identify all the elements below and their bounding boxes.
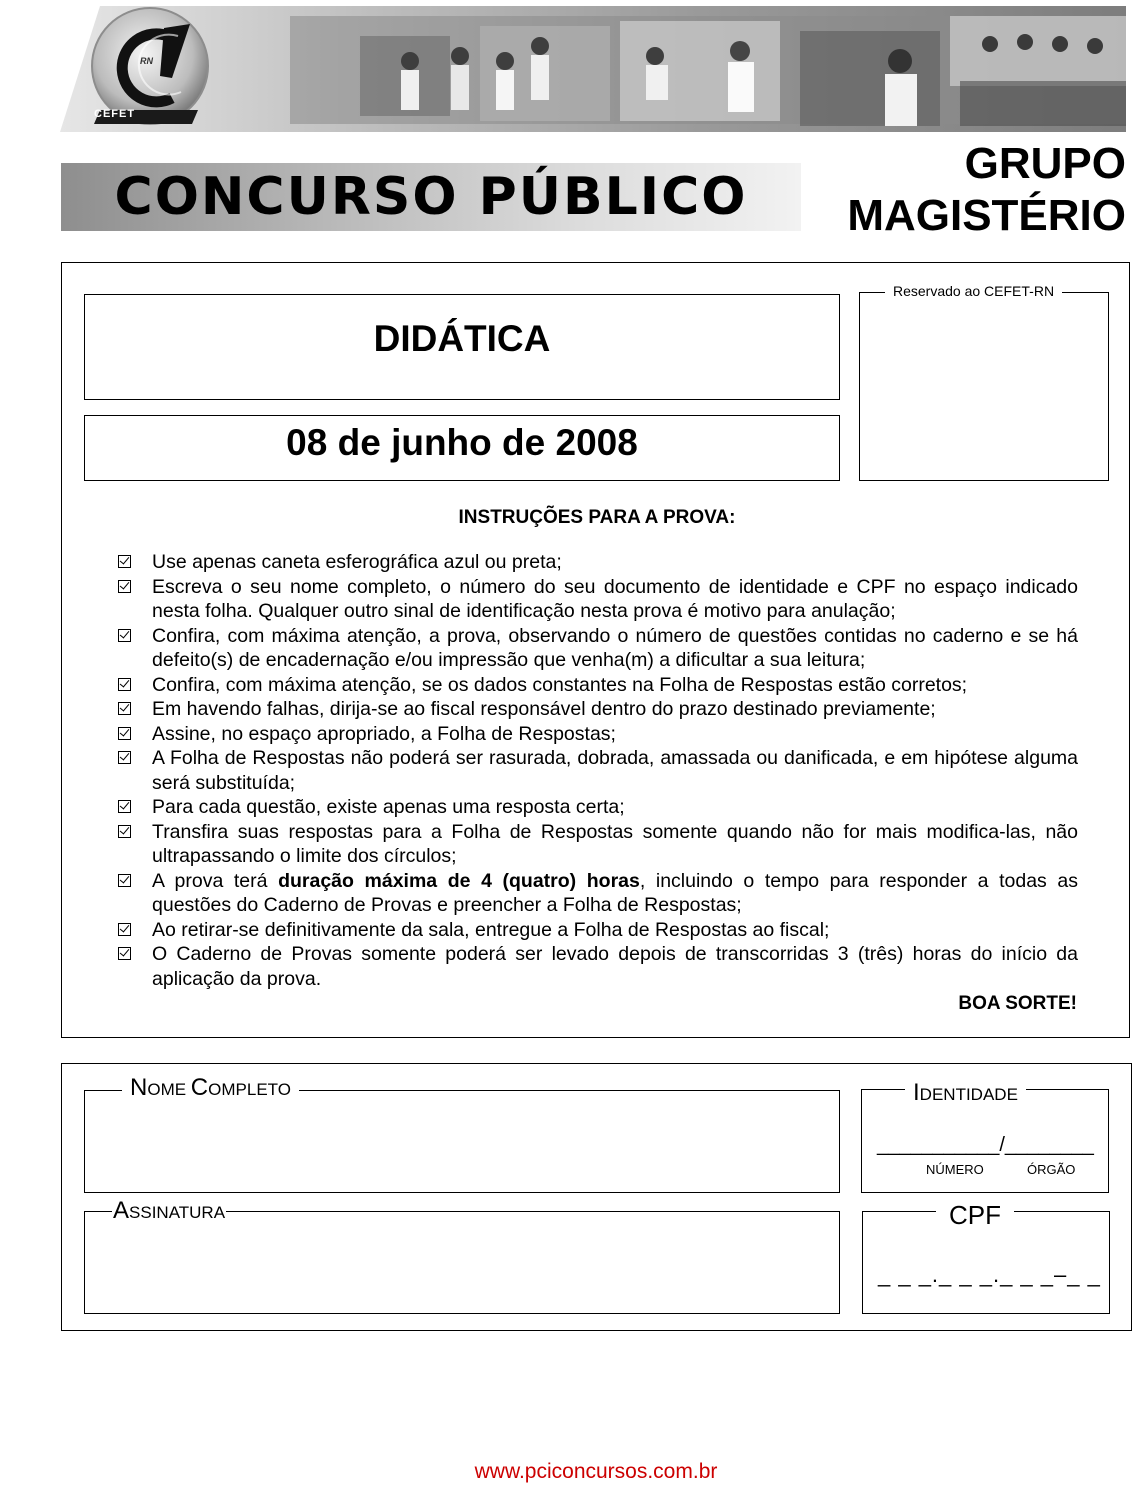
label-cap: N xyxy=(130,1074,148,1101)
instruction-text: O Caderno de Provas somente poderá ser levado depois de transcorridas 3 (três) horas do início da aplicação da prova. xyxy=(152,943,1078,990)
label-rest: SSINATURA xyxy=(129,1203,226,1222)
good-luck-text: BOA SORTE! xyxy=(958,993,1077,1014)
cpf-mask: _ _ _._ _ _._ _ _–_ _ xyxy=(878,1262,1101,1287)
identity-org-caption: ÓRGÃO xyxy=(1027,1162,1076,1177)
identity-label xyxy=(905,1079,1026,1107)
list-item xyxy=(118,722,1078,747)
instruction-text-part: A prova terá xyxy=(152,869,279,892)
list-item xyxy=(118,697,1078,722)
label-cap: I xyxy=(913,1079,920,1106)
list-item xyxy=(118,550,1078,575)
page-title: CONCURSO PÚBLICO xyxy=(114,167,748,227)
instruction-text: Assine, no espaço apropriado, a Folha de Respostas; xyxy=(152,722,616,745)
checked-box-icon xyxy=(118,629,131,642)
label-rest: OME xyxy=(147,1080,191,1099)
instruction-text: Transfira suas respostas para a Folha de Respostas somente quando não for mais modifica-las, não ultrapassando o limite dos círculos; xyxy=(152,820,1078,867)
checked-box-icon xyxy=(118,947,131,960)
cpf-label: CPF xyxy=(936,1200,1014,1231)
identity-number-caption: NÚMERO xyxy=(926,1162,984,1177)
group-title-line2: MAGISTÉRIO xyxy=(847,191,1126,240)
list-item xyxy=(118,942,1078,991)
reserved-label: Reservado ao CEFET-RN xyxy=(885,283,1062,299)
list-item xyxy=(118,795,1078,820)
logo-subtext: RN xyxy=(140,56,153,66)
instruction-text: Confira, com máxima atenção, se os dados constantes na Folha de Respostas estão corretos; xyxy=(152,673,968,696)
list-item xyxy=(118,869,1078,918)
instruction-text: Para cada questão, existe apenas uma resposta certa; xyxy=(152,796,625,818)
instruction-text: Escreva o seu nome completo, o número do seu documento de identidade e CPF no espaço indicado nesta folha. Qualquer outro sinal de identificação nesta prova é motivo para anulação; xyxy=(152,575,1078,622)
list-item xyxy=(118,624,1078,673)
checked-box-icon xyxy=(118,825,131,838)
instruction-text xyxy=(152,870,1078,917)
header-banner-image xyxy=(60,6,1126,132)
checked-box-icon xyxy=(118,727,131,740)
instructions-list xyxy=(118,550,1078,991)
exam-date: 08 de junho de 2008 xyxy=(286,422,638,463)
reserved-box xyxy=(859,292,1109,481)
checked-box-icon xyxy=(118,874,131,887)
instruction-text: Confira, com máxima atenção, a prova, observando o número de questões contidas no caderno e se há defeito(s) de encadernação e/ou impressão que venha(m) a dificultar a sua leitura; xyxy=(152,624,1078,671)
full-name-label xyxy=(122,1074,299,1102)
footer-link[interactable]: www.pciconcursos.com.br xyxy=(474,1460,718,1483)
signature-field[interactable] xyxy=(84,1211,840,1314)
exam-subject: DIDÁTICA xyxy=(373,318,551,359)
label-rest: OMPLETO xyxy=(208,1080,291,1099)
list-item xyxy=(118,746,1078,795)
logo-text: CEFET xyxy=(94,108,136,120)
instruction-emphasis: duração máxima de 4 (quatro) horas xyxy=(278,869,640,892)
checked-box-icon xyxy=(118,702,131,715)
checked-box-icon xyxy=(118,923,131,936)
checked-box-icon xyxy=(118,555,131,568)
list-item xyxy=(118,918,1078,943)
label-cap: C xyxy=(190,1074,209,1101)
full-name-field[interactable] xyxy=(84,1090,840,1193)
list-item xyxy=(118,673,1078,698)
instruction-text: Em havendo falhas, dirija-se ao fiscal responsável dentro do prazo destinado previamente; xyxy=(152,698,936,720)
checked-box-icon xyxy=(118,800,131,813)
group-title-line1: GRUPO xyxy=(964,139,1126,188)
signature-label xyxy=(112,1197,226,1225)
instruction-text: Use apenas caneta esferográfica azul ou preta; xyxy=(152,551,562,573)
label-rest: DENTIDADE xyxy=(919,1085,1018,1104)
instruction-text: Ao retirar-se definitivamente da sala, entregue a Folha de Respostas ao fiscal; xyxy=(152,918,830,941)
group-title xyxy=(826,138,1126,242)
checked-box-icon xyxy=(118,580,131,593)
list-item xyxy=(118,575,1078,624)
label-cap: A xyxy=(113,1197,130,1224)
instruction-text-part: , incluindo o tempo para responder a todas as questões do Caderno de Provas e preencher a Folha de Respostas; xyxy=(152,869,1078,916)
checked-box-icon xyxy=(118,751,131,764)
list-item xyxy=(118,820,1078,869)
identity-blank-line: ___________/________ xyxy=(877,1134,1094,1156)
checked-box-icon xyxy=(118,678,131,691)
instructions-title: INSTRUÇÕES PARA A PROVA: xyxy=(458,507,736,528)
instruction-text: A Folha de Respostas não poderá ser rasurada, dobrada, amassada ou danificada, e em hipótese alguma será substituída; xyxy=(152,747,1078,794)
